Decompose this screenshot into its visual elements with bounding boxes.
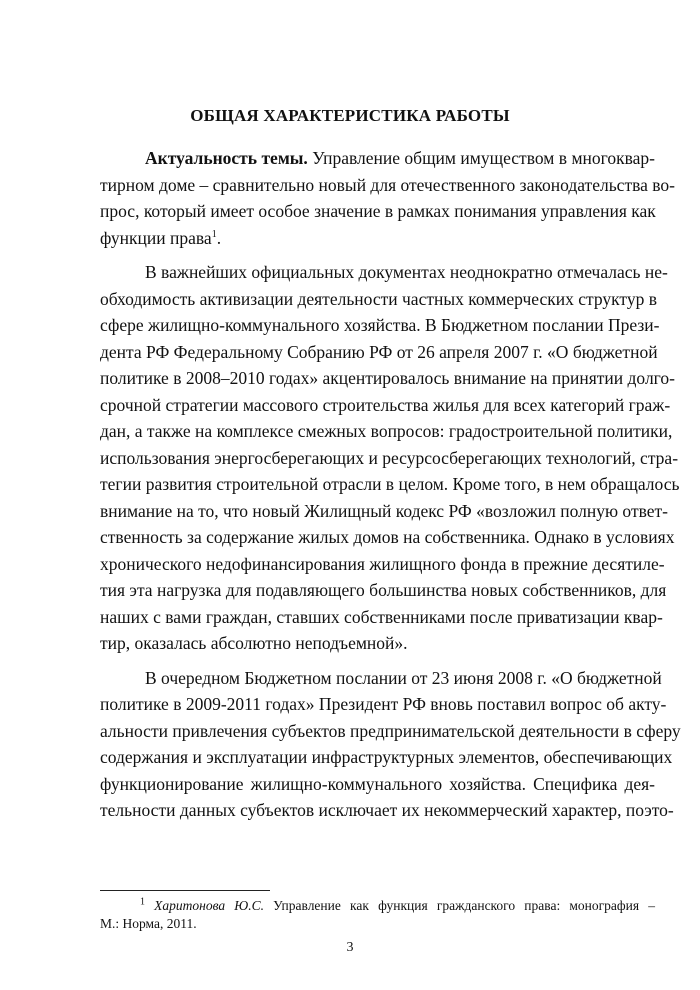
text-line: политике в 2008–2010 годах» акцентировалось внимание на принятии долго- <box>100 368 675 388</box>
text-line: функционирование жилищно-коммунального хозяйства. Специфика дея- <box>100 773 655 794</box>
text-line: Актуальность темы. Управление общим имуществом в многоквар- <box>145 148 656 168</box>
text-line: использования энергосберегающих и ресурсосберегающих технологий, стра- <box>100 447 679 468</box>
text-line: политике в 2009-2011 годах» Президент РФ вновь поставил вопрос об акту- <box>100 694 667 714</box>
footnote-line: $^1$ Харитонова Ю.С. Управление как функция гражданского права: монография – <box>140 896 656 913</box>
text-line: наших с вами граждан, ставших собственниками после приватизации квар- <box>100 606 663 627</box>
main-text <box>100 145 681 824</box>
text-line: тирном доме – сравнительно новый для отечественного законодательства во- <box>100 174 675 195</box>
text-line: внимание на то, что новый Жилищный кодекс РФ «возложил полную ответ- <box>100 500 669 521</box>
text-line: В важнейших официальных документах неоднократно отмечалась не- <box>145 262 668 282</box>
text-line: функции права$^1$. <box>100 227 222 248</box>
text-line: тельности данных субъектов исключает их некоммерческий характер, поэто- <box>100 800 674 820</box>
text-line: обходимость активизации деятельности частных коммерческих структур в <box>100 288 657 309</box>
text-line: ственность за содержание жилых домов на собственника. Однако в условиях <box>100 527 675 547</box>
text-line: тегии развития строительной отрасли в целом. Кроме того, в нем обращалось <box>100 474 680 494</box>
text-line: срочной стратегии массового строительства жилья для всех категорий граж- <box>100 394 671 415</box>
text-line: сфере жилищно-коммунального хозяйства. В Бюджетном послании Прези- <box>100 315 660 335</box>
text-line: прос, который имеет особое значение в рамках понимания управления как <box>100 201 656 221</box>
text-line: альности привлечения субъектов предпринимательской деятельности в сферу <box>100 720 681 741</box>
footnote-line: М.: Норма, 2011. <box>100 916 197 931</box>
footnote-author: Харитонова Ю.С. <box>154 898 264 913</box>
text-line: В очередном Бюджетном послании от 23 июня 2008 г. «О бюджетной <box>145 667 662 688</box>
text-line: тия эта нагрузка для подавляющего большинства новых собственников, для <box>100 580 667 600</box>
text-line: дента РФ Федеральному Собранию РФ от 26 апреля 2007 г. «О бюджетной <box>100 341 658 362</box>
text-line: содержания и эксплуатации инфраструктурных элементов, обеспечивающих <box>100 747 673 767</box>
footnote-reference[interactable]: 1 <box>211 228 217 240</box>
footnote-divider <box>100 890 270 891</box>
text-line: тир, оказалась абсолютно неподъемной». <box>100 633 408 653</box>
footnote <box>100 897 655 933</box>
page-title: ОБЩАЯ ХАРАКТЕРИСТИКА РАБОТЫ <box>190 106 510 125</box>
footnote-number: 1 <box>140 896 145 908</box>
lead-heading: Актуальность темы. <box>145 148 308 168</box>
text-line: хронического недофинансирования жилищного фонда в прежние десятиле- <box>100 553 665 574</box>
page-number: 3 <box>346 940 354 955</box>
text-line: дан, а также на комплексе смежных вопросов: градостроительной политики, <box>100 421 673 441</box>
